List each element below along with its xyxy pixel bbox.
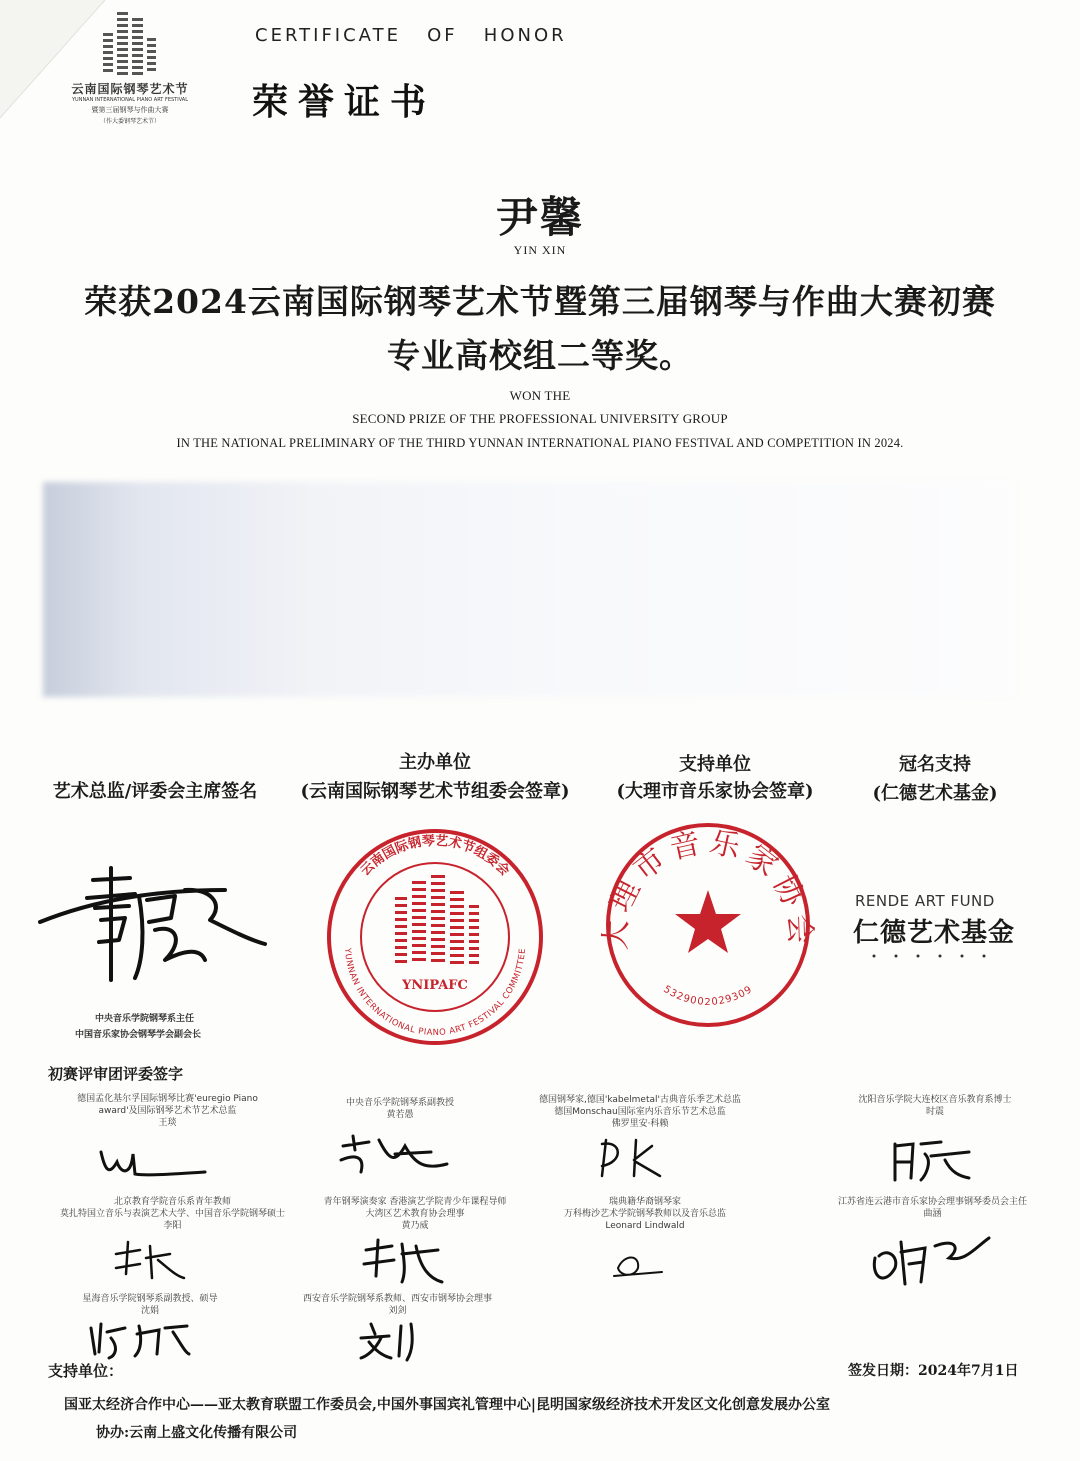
director-title2: 中国音乐家协会钢琴学会副会长 (75, 1030, 202, 1040)
organizer-seal-en: YUNNAN INTERNATIONAL PIANO ART FESTIVAL COMMITTEE (342, 947, 528, 1039)
judge-caption: 江苏省连云港市音乐家协会理事钢琴委员会主任 曲涵 (837, 1197, 1027, 1219)
organizer-label: 主办单位 (399, 752, 471, 773)
judge-caption: 德国钢琴家,德国'kabelmetal'古典音乐季艺术总监 德国Monschau国际室内乐音乐节艺术总监 佛罗里安·科赖 (539, 1095, 741, 1129)
director-title1: 中央音乐学院钢琴系主任 (95, 1014, 195, 1024)
recipient-name-cn: 尹馨 (495, 193, 584, 242)
award-line2-cn: 专业高校组二等奖。 (387, 336, 693, 375)
organizer-seal-abbr: YNIPAFC (402, 978, 468, 993)
judge-caption: 西安音乐学院钢琴系教师、西安市钢琴协会理事 刘剑 (302, 1294, 492, 1316)
judge-caption: 青年钢琴演奏家 香港演艺学院青少年课程导师 大湾区艺术教育协会理事 黄乃威 (323, 1197, 507, 1231)
director-signature (35, 860, 275, 990)
sponsor-name-en: RENDE ART FUND (855, 892, 995, 910)
redacted-area (43, 482, 1015, 697)
issue-date: 签发日期：2024年7月1日 (848, 1363, 1019, 1379)
judge-signature (335, 1130, 455, 1180)
director-label: 艺术总监/评委会主席签名 (52, 781, 258, 802)
judge-signature (610, 1244, 670, 1284)
certificate-title-cn: 荣誉证书 (252, 81, 437, 123)
piano-towers-logo-icon (55, 8, 205, 78)
title-sponsor-sub: (仁德艺术基金) (872, 783, 998, 804)
judge-signature (590, 1132, 680, 1182)
award-en-line2: SECOND PRIZE OF THE PROFESSIONAL UNIVERSITY GROUP (352, 411, 728, 426)
judge-caption: 瑞典籍华裔钢琴家 万科梅沙艺术学院钢琴教师以及音乐总监 Leonard Lindwald (563, 1197, 726, 1231)
judge-caption: 北京教育学院音乐系青年教师 莫扎特国立音乐与表演艺术大学、中国音乐学院钢琴硕士 李阳 (59, 1197, 285, 1231)
organizer-sub: (云南国际钢琴艺术节组委会签章) (300, 781, 570, 802)
sponsor-dots-decoration (870, 952, 1000, 960)
supporter-sub: (大理市音乐家协会签章) (616, 781, 814, 802)
award-line1-cn: 荣获2024云南国际钢琴艺术节暨第三届钢琴与作曲大赛初赛 (84, 282, 996, 321)
judge-caption: 中央音乐学院钢琴系副教授 黄若愚 (345, 1098, 454, 1120)
organizer-seal (315, 825, 555, 1045)
supporter-seal-number: 5329002029309 (661, 983, 755, 1008)
recipient-name-en: YIN XIN (513, 243, 567, 257)
sponsor-name-cn: 仁德艺术基金 (853, 918, 1016, 948)
judge-signature (885, 1132, 975, 1187)
jury-title: 初赛评审团评委签字 (48, 1065, 184, 1083)
title-sponsor-label: 冠名支持 (899, 754, 971, 775)
logo-title-en: YUNNAN INTERNATIONAL PIANO ART FESTIVAL (71, 97, 188, 103)
support-line2: 协办:云南上盛文化传播有限公司 (96, 1425, 298, 1441)
supporter-seal (598, 820, 818, 1030)
logo-line2: 暨第三届钢琴与作曲大赛 (91, 106, 169, 114)
supporter-seal-text: 大理市音乐家协会 (598, 824, 818, 951)
award-en-line1: WON THE (509, 388, 571, 403)
judge-signature (355, 1318, 445, 1363)
judge-signature (110, 1238, 190, 1286)
judge-signature (865, 1228, 995, 1293)
award-en-line3: IN THE NATIONAL PRELIMINARY OF THE THIRD YUNNAN INTERNATIONAL PIANO FESTIVAL AND COMPETITION IN 2024. (176, 436, 904, 450)
red-star-icon (675, 890, 741, 953)
judge-caption: 星海音乐学院钢琴系副教授、硕导 沈娟 (82, 1294, 218, 1316)
judge-signature (85, 1318, 195, 1360)
judge-signature (95, 1140, 210, 1185)
svg-text:5329002029309 (661, 984, 755, 1008)
logo-title-cn: 云南国际钢琴艺术节 (71, 82, 189, 96)
logo-line3: （作大委钢琴艺术节） (99, 118, 160, 125)
festival-logo (55, 8, 205, 128)
judge-signature (358, 1236, 448, 1288)
organizer-seal-cn: 云南国际钢琴艺术节组委会 (357, 833, 513, 879)
svg-text:云南国际钢琴艺术节组委会 (358, 833, 513, 879)
supporter-label: 支持单位 (679, 754, 751, 775)
judge-caption: 沈阳音乐学院大连校区音乐教育系博士 时震 (858, 1095, 1012, 1117)
support-label: 支持单位： (48, 1362, 124, 1380)
certificate-title-en: CERTIFICATE OF HONOR (255, 25, 567, 46)
judge-caption: 德国孟化基尔孚国际钢琴比赛'euregio Piano award'及国际钢琴艺术节艺术总监 王琰 (77, 1094, 258, 1128)
support-line1: 国亚太经济合作中心——亚太教育联盟工作委员会,中国外事国宾礼管理中心|昆明国家级经济技术开发区文化创意发展办公室 (64, 1397, 830, 1413)
